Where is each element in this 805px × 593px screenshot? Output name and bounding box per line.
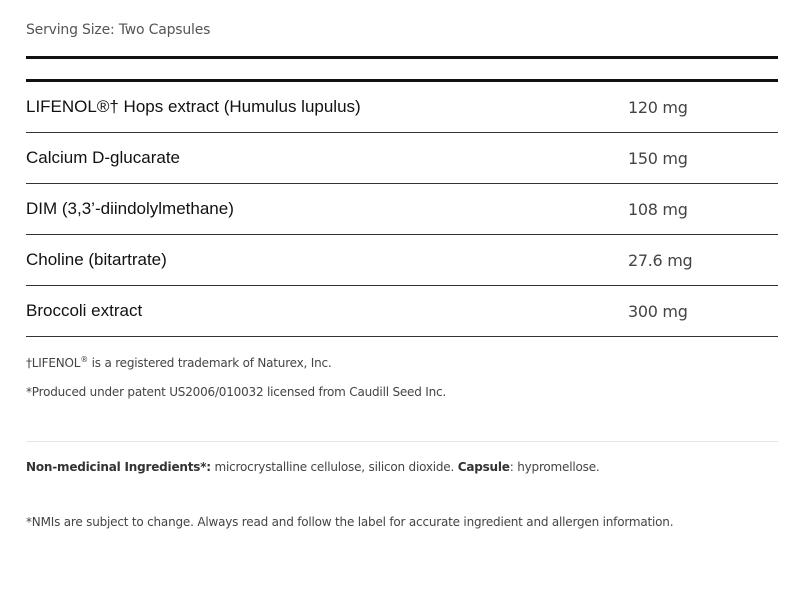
ingredient-name: Calcium D-glucarate [26,148,180,167]
table-row [26,286,778,337]
ingredient-amount: 150 mg [628,149,688,168]
ingredient-name: DIM (3,3’-diindolylmethane) [26,199,234,218]
table-row [26,184,778,235]
ingredient-amount: 108 mg [628,200,688,219]
capsule-label: Capsule [457,460,510,474]
ingredient-name: LIFENOL®† Hops extract (Humulus lupulus) [26,97,361,116]
ingredient-name: Choline (bitartrate) [26,250,167,269]
serving-size: Serving Size: Two Capsules [26,22,211,38]
table-row [26,133,778,184]
table-row [26,82,778,133]
section-divider [26,441,778,442]
ingredient-amount: 120 mg [628,98,688,117]
nmi-disclaimer: *NMIs are subject to change. Always read and follow the label for accurate ingredient and allergen information. [26,515,674,529]
trademark-footnote [26,355,332,370]
nmi-text: microcrystalline cellulose, silicon dioxide. [210,460,458,474]
ingredient-amount: 27.6 mg [628,251,693,270]
non-medicinal-ingredients [26,460,600,474]
trademark-text: is a registered trademark of Naturex, Inc. [88,356,332,370]
table-row [26,235,778,286]
patent-footnote: *Produced under patent US2006/010032 licensed from Caudill Seed Inc. [26,385,447,399]
nmi-label: Non-medicinal Ingredients*: [26,460,211,474]
ingredient-name: Broccoli extract [26,301,143,320]
registered-mark: ® [80,355,89,364]
top-rule [26,56,778,59]
trademark-mark: †LIFENOL [26,356,81,370]
ingredient-amount: 300 mg [628,302,688,321]
capsule-text: : hypromellose. [509,460,600,474]
ingredients-table [26,82,778,337]
